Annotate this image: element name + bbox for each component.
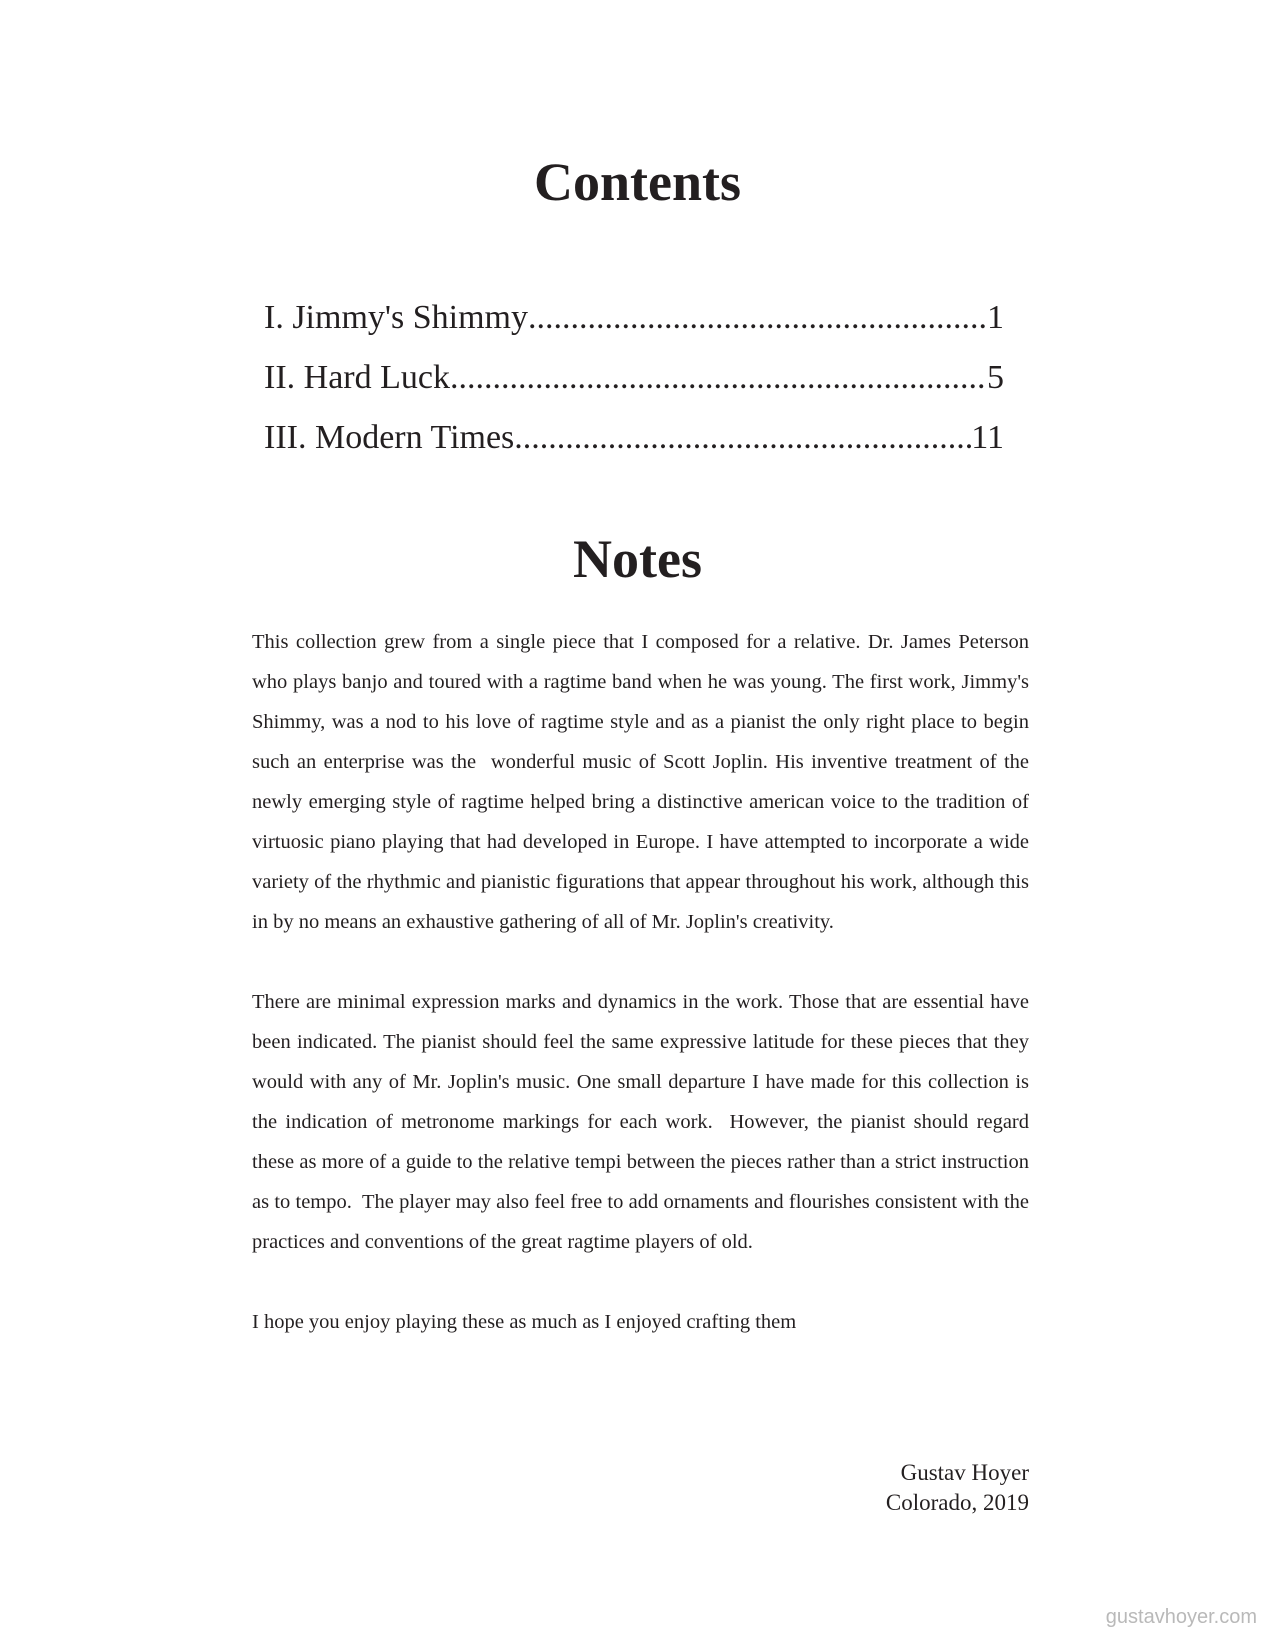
toc-entry (264, 408, 1004, 468)
notes-heading: Notes (573, 529, 702, 589)
notes-paragraph: I hope you enjoy playing these as much as I enjoyed crafting them (252, 1311, 797, 1333)
toc-entry (264, 348, 1004, 408)
toc-entry-title: II. Hard Luck (264, 359, 450, 396)
signature-block (886, 1458, 1029, 1518)
notes-paragraph: This collection grew from a single piece that I composed for a relative. Dr. James Peterson who plays banjo and toured with a ragtime band when he was young. The first work, Jimmy's Shimmy, was a nod to his love of ragtime style and as a pianist the only right place to begin such an enterprise was the wonderful music of Scott Joplin. His inventive treatment of the newly emerging style of ragtime helped bring a distinctive american voice to the tradition of virtuosic piano playing that had developed in Europe. I have attempted to incorporate a wide variety of the rhythmic and pianistic figurations that appear throughout his work, although this in by no means an exhaustive gathering of all of Mr. Joplin's creativity. (252, 631, 1035, 933)
notes-paragraph: There are minimal expression marks and dynamics in the work. Those that are essential have been indicated. The pianist should feel the same expressive latitude for these pieces that they would with any of Mr. Joplin's music. One small departure I have made for this collection is the indication of metronome markings for each work. However, the pianist should regard these as more of a guide to the relative tempi between the pieces rather than a strict instruction as to tempo. The player may also feel free to add ornaments and flourishes consistent with the practices and conventions of the great ragtime players of old. (252, 991, 1035, 1253)
toc-entry-page: 5 (987, 359, 1004, 396)
place-date: Colorado, 2019 (885, 1490, 1029, 1515)
author-name: Gustav Hoyer (900, 1460, 1029, 1485)
toc-dot-leader (450, 348, 987, 408)
toc-entry-title: I. Jimmy's Shimmy (264, 299, 528, 336)
toc-dot-leader (528, 288, 987, 348)
contents-heading: Contents (533, 152, 741, 212)
toc-dot-leader (514, 408, 971, 468)
table-of-contents (264, 288, 1004, 468)
website-watermark: gustavhoyer.com (1105, 1606, 1257, 1628)
notes-body (252, 622, 1035, 1382)
toc-entry-title: III. Modern Times (264, 419, 515, 456)
toc-entry (264, 288, 1004, 348)
toc-entry-page: 11 (971, 419, 1004, 456)
toc-entry-page: 1 (987, 299, 1004, 336)
